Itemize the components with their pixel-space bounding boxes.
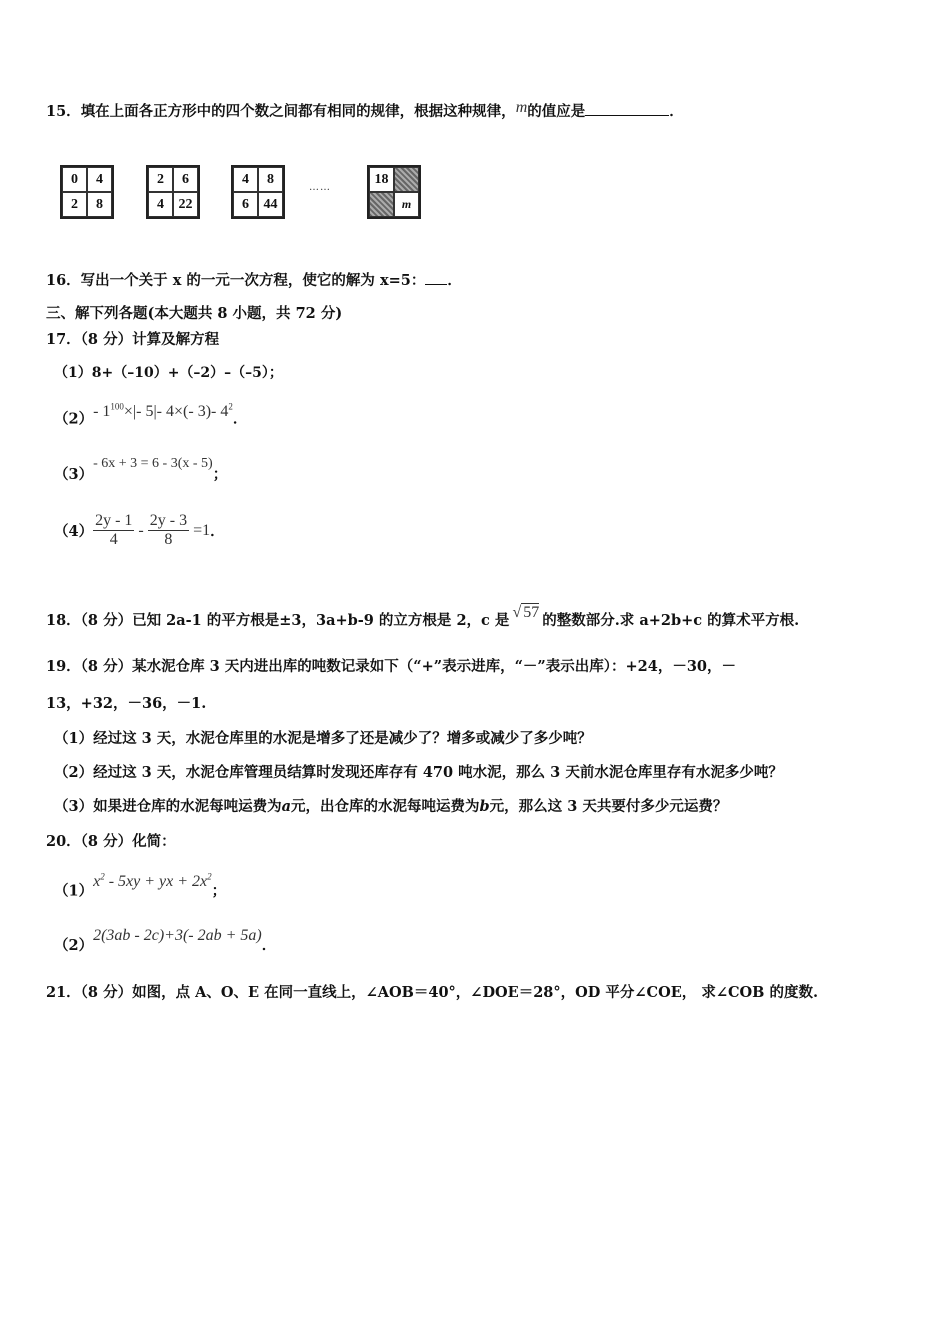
sqrt-57: √ 57	[512, 604, 540, 621]
square-cell: 22	[173, 192, 198, 217]
q20-p2-expression: 2(3ab - 2c)+3(- 2ab + 5a)	[93, 927, 262, 944]
square-cell-m: m	[394, 192, 419, 217]
shaded-cell	[369, 192, 394, 217]
number-square-last	[367, 165, 421, 219]
q15-answer-blank	[585, 115, 669, 116]
shaded-cell	[394, 167, 419, 192]
question-19-line-2: 13，+32，－36，－1.	[46, 695, 207, 712]
q17-p4-fraction-1: $\frac{2y - 1}{4}$	[95, 512, 133, 548]
number-square-3	[231, 165, 285, 219]
question-21: 21．（8 分）如图，点 A、O、E 在同一直线上，∠AOB＝40°，∠DOE＝28°，OD 平分∠COE， 求∠COB 的度数.	[46, 984, 818, 1001]
q19-part-3: （3）如果进仓库的水泥每吨运费为a元，出仓库的水泥每吨运费为b元，那么这 3 天共要付多少元运费？	[54, 798, 728, 815]
square-cell: 4	[87, 167, 112, 192]
q17-part-1: （1）8+（–10）+（–2）–（–5）；	[54, 365, 283, 381]
square-cell: 8	[87, 192, 112, 217]
q17-p4-fraction-2: $\frac{2y - 3}{8}$	[149, 512, 188, 548]
question-15: 15．填在上面各正方形中的四个数之间都有相同的规律，根据这种规律，m的值应是 ．	[46, 99, 684, 120]
square-cell: 44	[258, 192, 283, 217]
question-16: 16．写出一个关于 x 的一元一次方程，使它的解为 x=5： ．	[46, 272, 462, 289]
square-cell: 6	[233, 192, 258, 217]
question-20-title: 20．（8 分）化简：	[46, 833, 176, 850]
section-3-heading: 三、解下列各题(本大题共 8 小题，共 72 分)	[46, 305, 343, 322]
q19-part-2: （2）经过这 3 天，水泥仓库管理员结算时发现还库存有 470 吨水泥，那么 3 天前水泥仓库里存有水泥多少吨？	[54, 764, 783, 781]
square-cell: 4	[233, 167, 258, 192]
square-cell: 4	[148, 192, 173, 217]
question-18: 18．（8 分）已知 2a-1 的平方根是±3，3a+b-9 的立方根是 2，c 是 √ 57 的整数部分.求 a+2b+c 的算术平方根.	[46, 604, 800, 629]
question-19-line-1: 19．（8 分）某水泥仓库 3 天内进出库的吨数记录如下（“+”表示进库，“－”表示出库）：+24，－30，－	[46, 658, 737, 675]
square-cell: 2	[148, 167, 173, 192]
square-cell: 0	[62, 167, 87, 192]
square-cell: 2	[62, 192, 87, 217]
q17-p2-expression: - $1^{100}\times|-$ 5|- 4×(- 3)- $4^2$	[93, 402, 233, 421]
square-cell: 8	[258, 167, 283, 192]
q15-text-b: 的值应是	[527, 103, 586, 120]
q17-part-4: （4） $\frac{2y - 1}{4}$ - $\frac{2y - 3}{8}$ =1．	[54, 512, 225, 548]
q20-part-1: $(1)x^2 - 5xy$ + yx + $2x^2$；	[54, 872, 227, 900]
q17-p3-expression: - 6x + 3 = 6 - 3(x - 5)	[93, 456, 213, 471]
q15-text-a: 15．填在上面各正方形中的四个数之间都有相同的规律，根据这种规律，	[46, 103, 516, 120]
q17-part-2: （2）- $1^{100}\times|-$ 5|- 4×(- 3)- $4^2$．	[54, 402, 248, 428]
q16-answer-blank	[425, 284, 447, 285]
q20-p1-expression: $x^2 - 5xy$ + yx + $2x^2$	[93, 872, 212, 891]
square-cell: 6	[173, 167, 198, 192]
ellipsis-dots: ……	[309, 182, 331, 193]
square-cell: 18	[369, 167, 394, 192]
number-square-1	[60, 165, 114, 219]
q15-variable-m: m	[515, 99, 528, 116]
question-17-title: 17．（8 分）计算及解方程	[46, 331, 220, 348]
q20-part-2: （2）2(3ab - 2c)+3(- 2ab + 5a)．	[54, 927, 277, 954]
q19-part-1: （1）经过这 3 天，水泥仓库里的水泥是增多了还是减少了？增多或减少了多少吨？	[54, 730, 592, 747]
number-square-2	[146, 165, 200, 219]
q17-part-3: （3）- 6x + 3 = 6 - 3(x - 5)；	[54, 456, 228, 483]
